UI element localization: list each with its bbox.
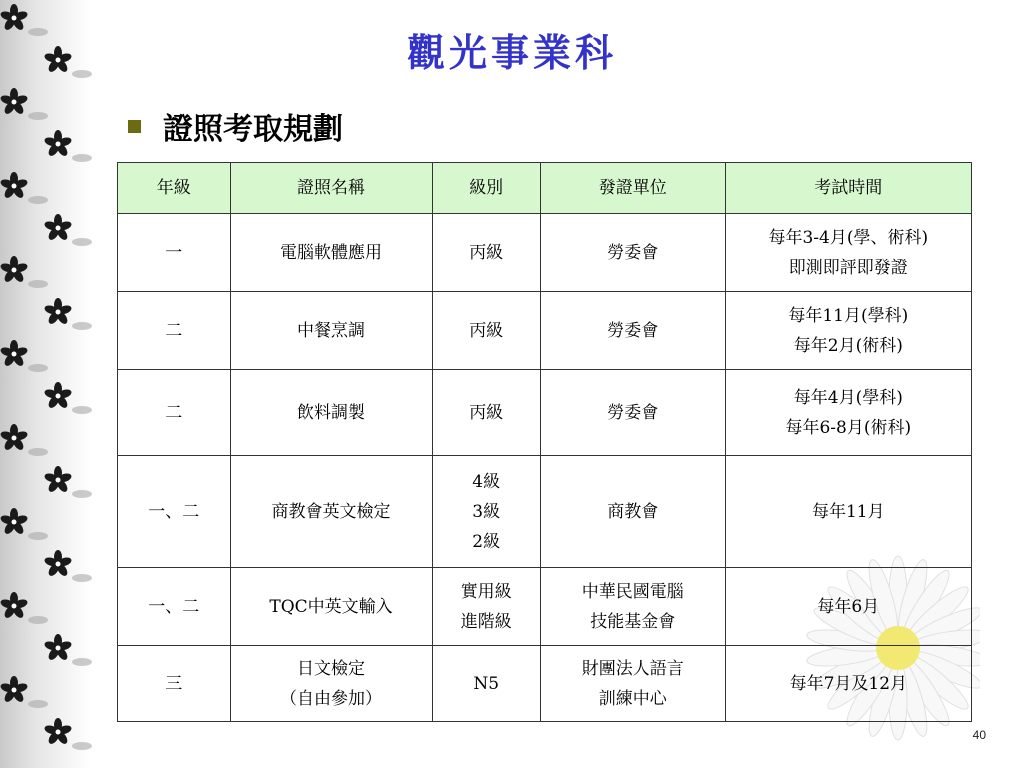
cell-exam-time xyxy=(725,456,971,568)
cell-cert-name xyxy=(230,292,432,370)
cell-line: 勞委會 xyxy=(607,242,659,263)
section-subtitle: 證照考取規劃 xyxy=(163,112,343,147)
cell-cert-name xyxy=(230,456,432,568)
cell-line: 電腦軟體應用 xyxy=(280,242,383,263)
cell-line: 每年4月(學科) xyxy=(793,387,903,408)
table-row xyxy=(118,370,972,456)
cell-line: 3級 xyxy=(472,501,501,522)
table-row xyxy=(118,214,972,292)
cell-exam-time xyxy=(725,646,971,722)
cell-grade xyxy=(118,456,231,568)
cell-level xyxy=(432,646,540,722)
header-issuer: 發證單位 xyxy=(540,163,725,214)
cell-issuer xyxy=(540,292,725,370)
cell-line: 每年11月 xyxy=(811,501,885,522)
certification-table xyxy=(117,162,972,722)
cell-issuer xyxy=(540,456,725,568)
header-cert-name: 證照名稱 xyxy=(230,163,432,214)
cell-line: 每年2月(術科) xyxy=(793,335,903,356)
cell-cert-name xyxy=(230,370,432,456)
table-row xyxy=(118,292,972,370)
cell-line: 每年6月 xyxy=(817,596,880,617)
cell-line: N5 xyxy=(473,673,500,694)
cell-line: 中餐烹調 xyxy=(297,320,366,341)
cell-line: 2級 xyxy=(472,531,501,552)
cell-grade xyxy=(118,292,231,370)
cell-line: 即測即評即發證 xyxy=(788,257,908,278)
header-level: 級別 xyxy=(432,163,540,214)
table-row xyxy=(118,568,972,646)
cell-grade xyxy=(118,214,231,292)
header-grade: 年級 xyxy=(118,163,231,214)
cell-line: 丙級 xyxy=(469,402,504,423)
cell-issuer xyxy=(540,646,725,722)
cell-line: 每年6-8月(術科) xyxy=(785,417,912,438)
table-row xyxy=(118,646,972,722)
flower-pattern-icon xyxy=(0,0,92,768)
cell-cert-name xyxy=(230,214,432,292)
cell-cert-name xyxy=(230,646,432,722)
cell-line: 4級 xyxy=(472,471,501,492)
cell-line: 每年11月(學科) xyxy=(788,305,909,326)
cell-line: 勞委會 xyxy=(607,402,659,423)
cell-line: 飲料調製 xyxy=(297,402,366,423)
section-heading xyxy=(128,104,343,148)
cell-issuer xyxy=(540,568,725,646)
cell-exam-time xyxy=(725,214,971,292)
cell-line: 二 xyxy=(165,320,183,341)
cell-line: 二 xyxy=(165,402,183,423)
cell-line: 財團法人語言 xyxy=(581,658,684,679)
cell-line: 勞委會 xyxy=(607,320,659,341)
cell-line: （自由參加） xyxy=(280,688,383,709)
cell-line: TQC中英文輸入 xyxy=(269,596,393,617)
square-bullet-icon xyxy=(128,120,141,133)
cell-line: 商教會英文檢定 xyxy=(271,501,391,522)
page-title: 觀光事業科 xyxy=(406,30,617,75)
cell-line: 商教會 xyxy=(607,501,659,522)
cell-exam-time xyxy=(725,568,971,646)
cell-line: 實用級 xyxy=(460,581,512,602)
cell-line: 中華民國電腦 xyxy=(581,581,684,602)
cell-line: 三 xyxy=(165,673,183,694)
cell-issuer xyxy=(540,370,725,456)
header-exam-time: 考試時間 xyxy=(725,163,971,214)
cell-line: 進階級 xyxy=(460,611,512,632)
table-row xyxy=(118,456,972,568)
cell-cert-name xyxy=(230,568,432,646)
cell-line: 一、二 xyxy=(148,596,200,617)
cell-line: 每年3-4月(學、術科) xyxy=(768,227,929,248)
cell-exam-time xyxy=(725,370,971,456)
cell-level xyxy=(432,292,540,370)
flower-sidebar-decoration xyxy=(0,0,92,768)
cell-level xyxy=(432,214,540,292)
cell-level xyxy=(432,370,540,456)
cell-grade xyxy=(118,568,231,646)
cell-grade xyxy=(118,646,231,722)
cell-line: 一 xyxy=(165,242,183,263)
cell-issuer xyxy=(540,214,725,292)
cell-line: 丙級 xyxy=(469,320,504,341)
table-header-row xyxy=(118,163,972,214)
cell-line: 訓練中心 xyxy=(598,688,667,709)
cell-level xyxy=(432,456,540,568)
cell-line: 每年7月及12月 xyxy=(789,673,908,694)
page-number: 40 xyxy=(972,728,986,742)
cell-line: 一、二 xyxy=(148,501,200,522)
cell-line: 日文檢定 xyxy=(297,658,366,679)
cell-level xyxy=(432,568,540,646)
cell-grade xyxy=(118,370,231,456)
cell-line: 技能基金會 xyxy=(590,611,676,632)
cell-line: 丙級 xyxy=(469,242,504,263)
cell-exam-time xyxy=(725,292,971,370)
